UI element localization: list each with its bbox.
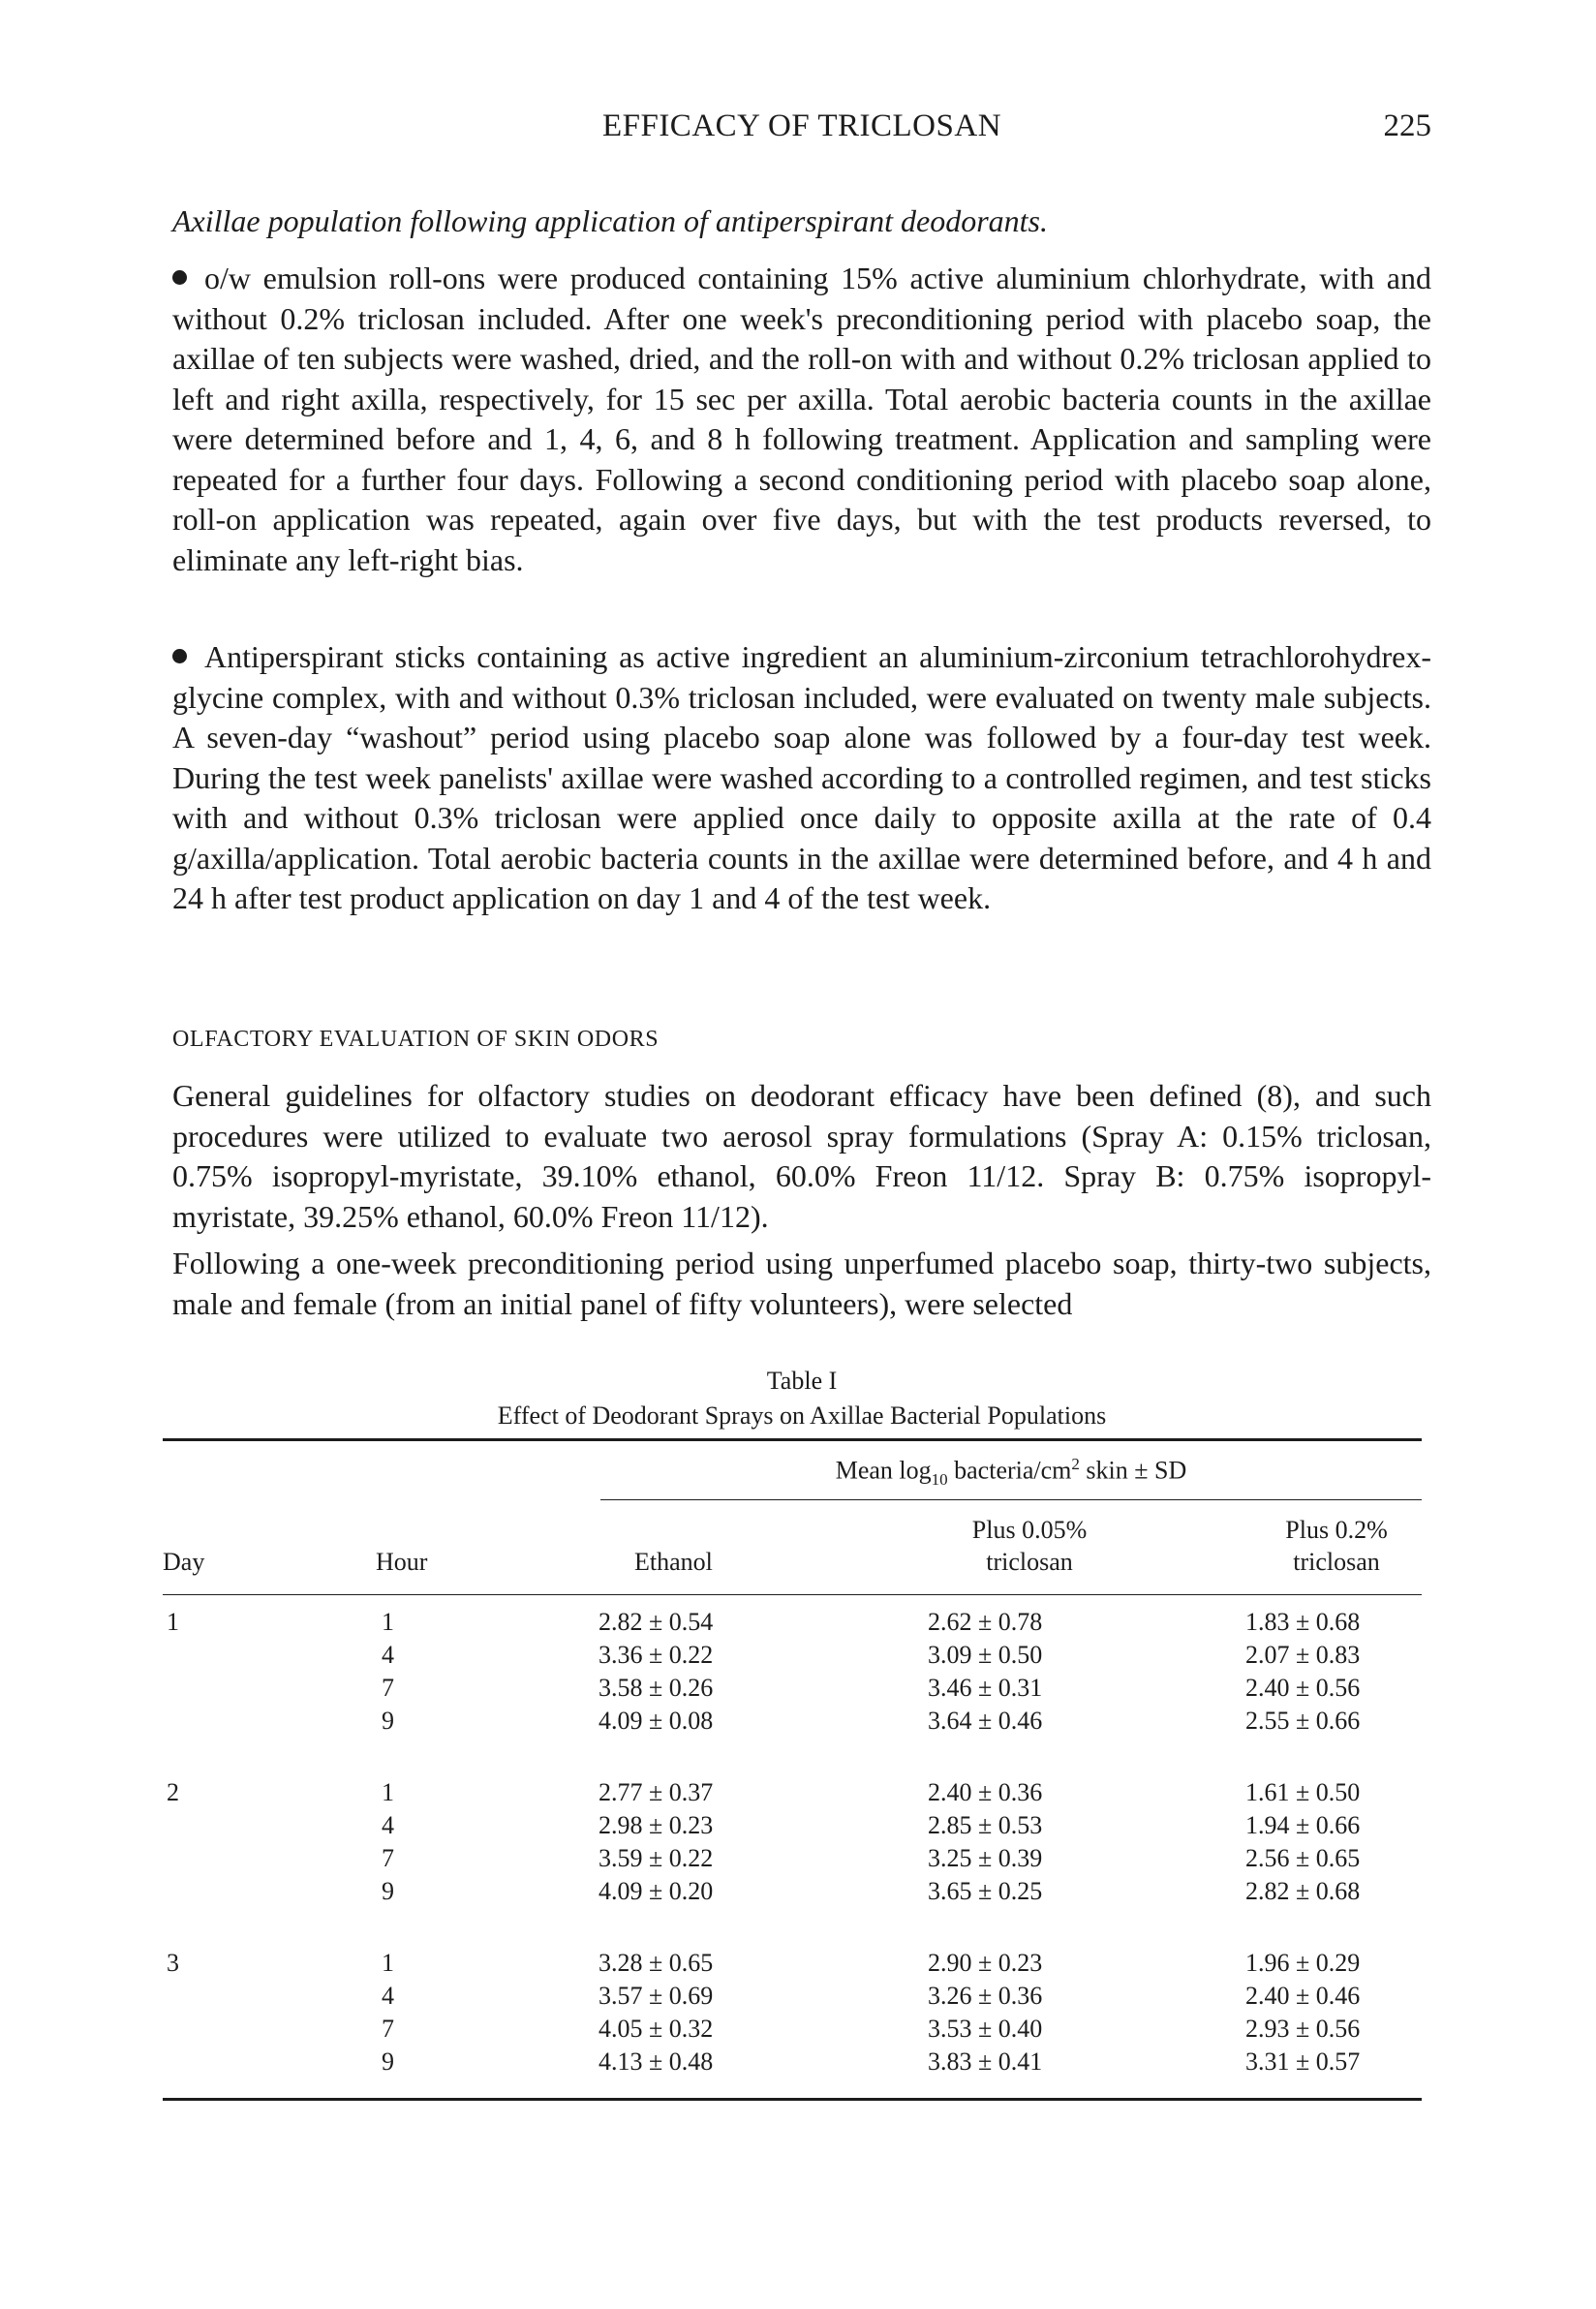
cell-plus-02: 1.61 ± 0.50 (1245, 1778, 1361, 1806)
bullet-icon (172, 649, 187, 663)
cell-hour: 4 (382, 1982, 394, 2010)
spanner-superscript: 2 (1071, 1455, 1080, 1473)
cell-plus-02: 3.31 ± 0.57 (1245, 2047, 1361, 2076)
table-row (163, 2046, 1422, 2078)
column-header-plus-02 (1259, 1514, 1414, 1578)
cell-plus-005: 3.64 ± 0.46 (928, 1707, 1043, 1735)
paragraph-guidelines: General guidelines for olfactory studies on deodorant efficacy have been defined (8), and such procedures were utilized to evaluate two aerosol spray formulations (Spray A: 0.15% triclosan, 0.75% isopropyl-myristate, 39.10% ethanol, 60.0% Freon 11/12. Spray B: 0.75% isopropyl-myristate, 39.25% ethanol, 60.0% Freon 11/12). (172, 1078, 1431, 1234)
section-heading: OLFACTORY EVALUATION OF SKIN ODORS (172, 1027, 660, 1052)
table-row (163, 1606, 1422, 1639)
table-row (163, 1980, 1422, 2013)
cell-plus-005: 3.53 ± 0.40 (928, 2015, 1043, 2043)
column-header-plus-005-line1: Plus 0.05% (971, 1516, 1088, 1544)
cell-plus-005: 2.90 ± 0.23 (928, 1949, 1043, 1977)
table-row (163, 1639, 1422, 1672)
day-group (163, 1947, 1422, 2117)
spanner-mid: bacteria/cm (947, 1456, 1072, 1485)
table-row (163, 1809, 1422, 1842)
paragraph-preconditioning: Following a one-week preconditioning period using unperfumed placebo soap, thirty-two subjects, male and female (from an initial panel of fifty volunteers), were selected (172, 1246, 1431, 1321)
day-group (163, 1776, 1422, 1947)
subsection-title: Axillae population following application of antiperspirant deodorants. (172, 203, 1048, 238)
spanner-rule (600, 1499, 1422, 1500)
page-header (172, 105, 1431, 153)
table-row (163, 1875, 1422, 1908)
cell-plus-02: 1.96 ± 0.29 (1245, 1949, 1361, 1977)
table-row (163, 1705, 1422, 1738)
cell-plus-005: 3.26 ± 0.36 (928, 1982, 1043, 2010)
cell-plus-02: 1.83 ± 0.68 (1245, 1608, 1361, 1636)
cell-hour: 7 (382, 1844, 394, 1872)
cell-hour: 7 (382, 1674, 394, 1702)
cell-plus-02: 2.40 ± 0.56 (1245, 1674, 1361, 1702)
cell-plus-005: 3.09 ± 0.50 (928, 1641, 1043, 1669)
cell-ethanol: 2.77 ± 0.37 (598, 1778, 714, 1806)
cell-ethanol: 3.28 ± 0.65 (598, 1949, 714, 1977)
cell-ethanol: 4.05 ± 0.32 (598, 2015, 714, 2043)
cell-plus-005: 3.65 ± 0.25 (928, 1877, 1043, 1905)
table-row (163, 1842, 1422, 1875)
cell-hour: 1 (382, 1608, 394, 1636)
table-row (163, 1776, 1422, 1809)
table-spanner-header (600, 1455, 1422, 1490)
table-header-rule (163, 1594, 1422, 1595)
column-header-day: Day (163, 1548, 205, 1576)
cell-hour: 1 (382, 1949, 394, 1977)
cell-day: 1 (167, 1608, 179, 1636)
cell-plus-02: 2.40 ± 0.46 (1245, 1982, 1361, 2010)
column-header-plus-005-line2: triclosan (986, 1548, 1073, 1576)
page-number: 225 (1383, 108, 1431, 143)
cell-hour: 4 (382, 1811, 394, 1839)
cell-ethanol: 3.36 ± 0.22 (598, 1641, 714, 1669)
cell-ethanol: 3.59 ± 0.22 (598, 1844, 714, 1872)
spanner-prefix: Mean log (835, 1456, 932, 1485)
cell-hour: 9 (382, 1877, 394, 1905)
cell-plus-005: 3.46 ± 0.31 (928, 1674, 1043, 1702)
cell-plus-02: 2.55 ± 0.66 (1245, 1707, 1361, 1735)
table-caption (172, 1364, 1431, 1433)
table-row (163, 1672, 1422, 1705)
column-header-ethanol: Ethanol (634, 1548, 713, 1576)
column-header-hour: Hour (376, 1548, 428, 1576)
cell-hour: 4 (382, 1641, 394, 1669)
column-header-plus-005 (933, 1514, 1126, 1578)
table-body (163, 1606, 1422, 2117)
cell-day: 3 (167, 1949, 179, 1977)
bullet-paragraph-sticks (172, 637, 1431, 919)
column-header-plus-02-line1: Plus 0.2% (1285, 1516, 1388, 1544)
table-row (163, 2013, 1422, 2046)
cell-plus-02: 2.07 ± 0.83 (1245, 1641, 1361, 1669)
cell-ethanol: 4.13 ± 0.48 (598, 2047, 714, 2076)
bullet-text: o/w emulsion roll-ons were produced containing 15% active aluminium chlorhydrate, with and without 0.2% triclosan included. After one week's preconditioning period with placebo soap, the axillae of ten subjects were washed, dried, and the roll-on with and without 0.2% triclosan applied to left and right axilla, respectively, for 15 sec per axilla. Total aerobic bacteria counts in the axillae were determined before and 1, 4, 6, and 8 h following treatment. Application and sampling were repeated for a further four days. Following a second conditioning period with placebo soap alone, roll-on application was repeated, again over five days, but with the test products reversed, to eliminate any left-right bias. (172, 261, 1431, 577)
running-title: EFFICACY OF TRICLOSAN (601, 108, 1002, 143)
column-header-plus-02-line2: triclosan (1293, 1548, 1380, 1576)
bullet-paragraph-roll-on (172, 259, 1431, 580)
cell-ethanol: 2.82 ± 0.54 (598, 1608, 714, 1636)
spanner-suffix: skin ± SD (1079, 1456, 1187, 1485)
cell-plus-02: 2.82 ± 0.68 (1245, 1877, 1361, 1905)
cell-hour: 9 (382, 1707, 394, 1735)
cell-ethanol: 4.09 ± 0.08 (598, 1707, 714, 1735)
cell-plus-02: 2.93 ± 0.56 (1245, 2015, 1361, 2043)
table-top-rule (163, 1438, 1422, 1441)
cell-ethanol: 3.57 ± 0.69 (598, 1982, 714, 2010)
cell-ethanol: 3.58 ± 0.26 (598, 1674, 714, 1702)
cell-plus-02: 2.56 ± 0.65 (1245, 1844, 1361, 1872)
cell-plus-005: 3.83 ± 0.41 (928, 2047, 1043, 2076)
cell-plus-005: 2.85 ± 0.53 (928, 1811, 1043, 1839)
cell-hour: 1 (382, 1778, 394, 1806)
table-row (163, 1947, 1422, 1980)
cell-plus-005: 2.62 ± 0.78 (928, 1608, 1043, 1636)
table-number: Table I (766, 1367, 838, 1395)
cell-plus-02: 1.94 ± 0.66 (1245, 1811, 1361, 1839)
spanner-subscript: 10 (931, 1469, 948, 1489)
cell-plus-005: 3.25 ± 0.39 (928, 1844, 1043, 1872)
cell-day: 2 (167, 1778, 179, 1806)
cell-ethanol: 4.09 ± 0.20 (598, 1877, 714, 1905)
cell-plus-005: 2.40 ± 0.36 (928, 1778, 1043, 1806)
cell-hour: 9 (382, 2047, 394, 2076)
cell-hour: 7 (382, 2015, 394, 2043)
table-title: Effect of Deodorant Sprays on Axillae Bacterial Populations (497, 1401, 1107, 1430)
day-group (163, 1606, 1422, 1776)
cell-ethanol: 2.98 ± 0.23 (598, 1811, 714, 1839)
table-bottom-rule (163, 2098, 1422, 2101)
bullet-icon (172, 270, 187, 285)
bullet-text: Antiperspirant sticks containing as active ingredient an aluminium-zirconium tetrachlorohydrex-glycine complex, with and without 0.3% triclosan included, were evaluated on twenty male subjects. A seven-day “washout” period using placebo soap alone was followed by a four-day test week. During the test week panelists' axillae were washed according to a controlled regimen, and test sticks with and without 0.3% triclosan were applied once daily to opposite axilla at the rate of 0.4 g/axilla/application. Total aerobic bacteria counts in the axillae were determined before, and 4 h and 24 h after test product application on day 1 and 4 of the test week. (172, 639, 1431, 915)
